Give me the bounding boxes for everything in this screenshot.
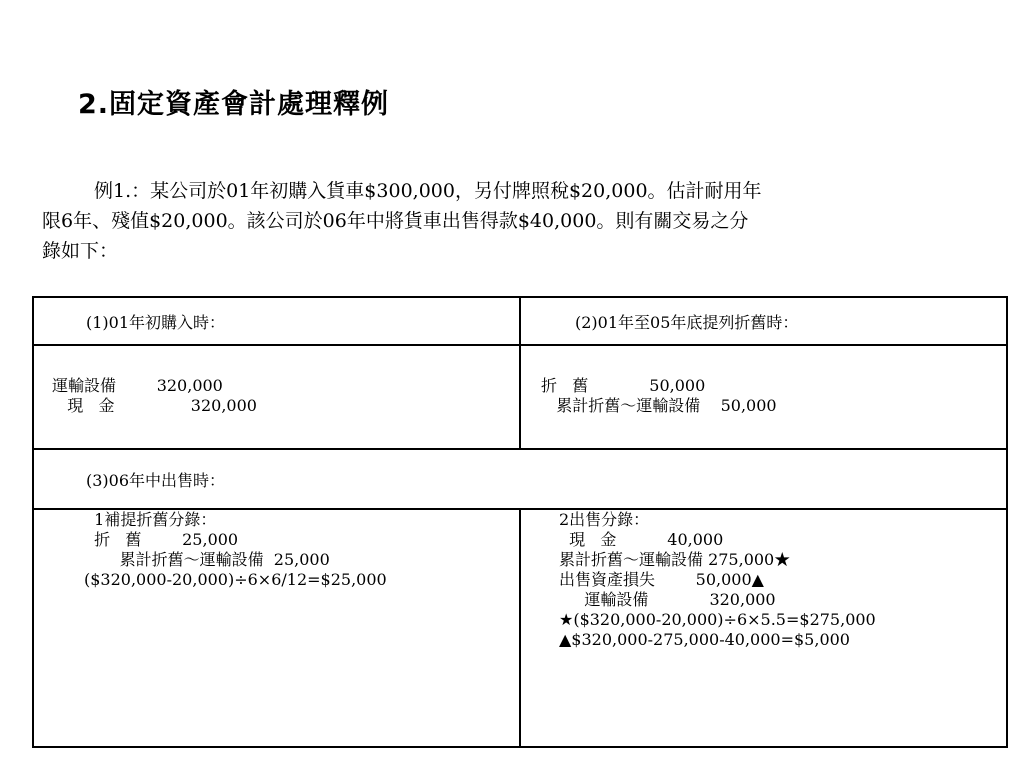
depreciation-entry-cell [520,345,1007,449]
depreciation-header: (2)01年至05年底提列折舊時： [574,313,799,332]
depreciation-journal-entry: 折 舊 50,000 累計折舊～運輸設備 50,000 [540,376,777,415]
example-line-3: 錄如下： [42,240,119,262]
additional-depreciation-entry: 1補提折舊分錄： 折 舊 25,000 累計折舊～運輸設備 25,000 ($320,000-20,000)÷6×6/12=$25,000 [84,510,387,589]
depreciation-header-cell [520,297,1007,345]
example-description [42,176,962,266]
sale-entry-cell [520,509,1007,747]
example-line-2: 限6年、殘值$20,000。該公司於06年中將貨車出售得款$40,000。則有關交易之分 [42,210,749,232]
purchase-journal-entry: 運輸設備 320,000 現 金 320,000 [52,376,257,415]
purchase-header: (1)01年初購入時： [86,313,226,332]
additional-depreciation-cell [33,509,520,747]
slide-title: 2.固定資產會計處理釋例 [78,89,390,120]
sale-journal-entry: 2出售分錄： 現 金 40,000 累計折舊～運輸設備 275,000★ 出售資產損失 50,000▲ 運輸設備 320,000 ★($320,000-20,000)÷6×5.5=$275,000 ▲$320,000-275,000-40,000=$5,000 [558,510,876,649]
purchase-header-cell [33,297,520,345]
sale-header-cell [33,449,1007,509]
journal-entries-table [32,296,1008,748]
purchase-entry-cell [33,345,520,449]
sale-header: (3)06年中出售時： [86,471,226,490]
example-line-1: 例1.：某公司於01年初購入貨車$300,000，另付牌照稅$20,000。估計耐用年 [94,180,762,202]
